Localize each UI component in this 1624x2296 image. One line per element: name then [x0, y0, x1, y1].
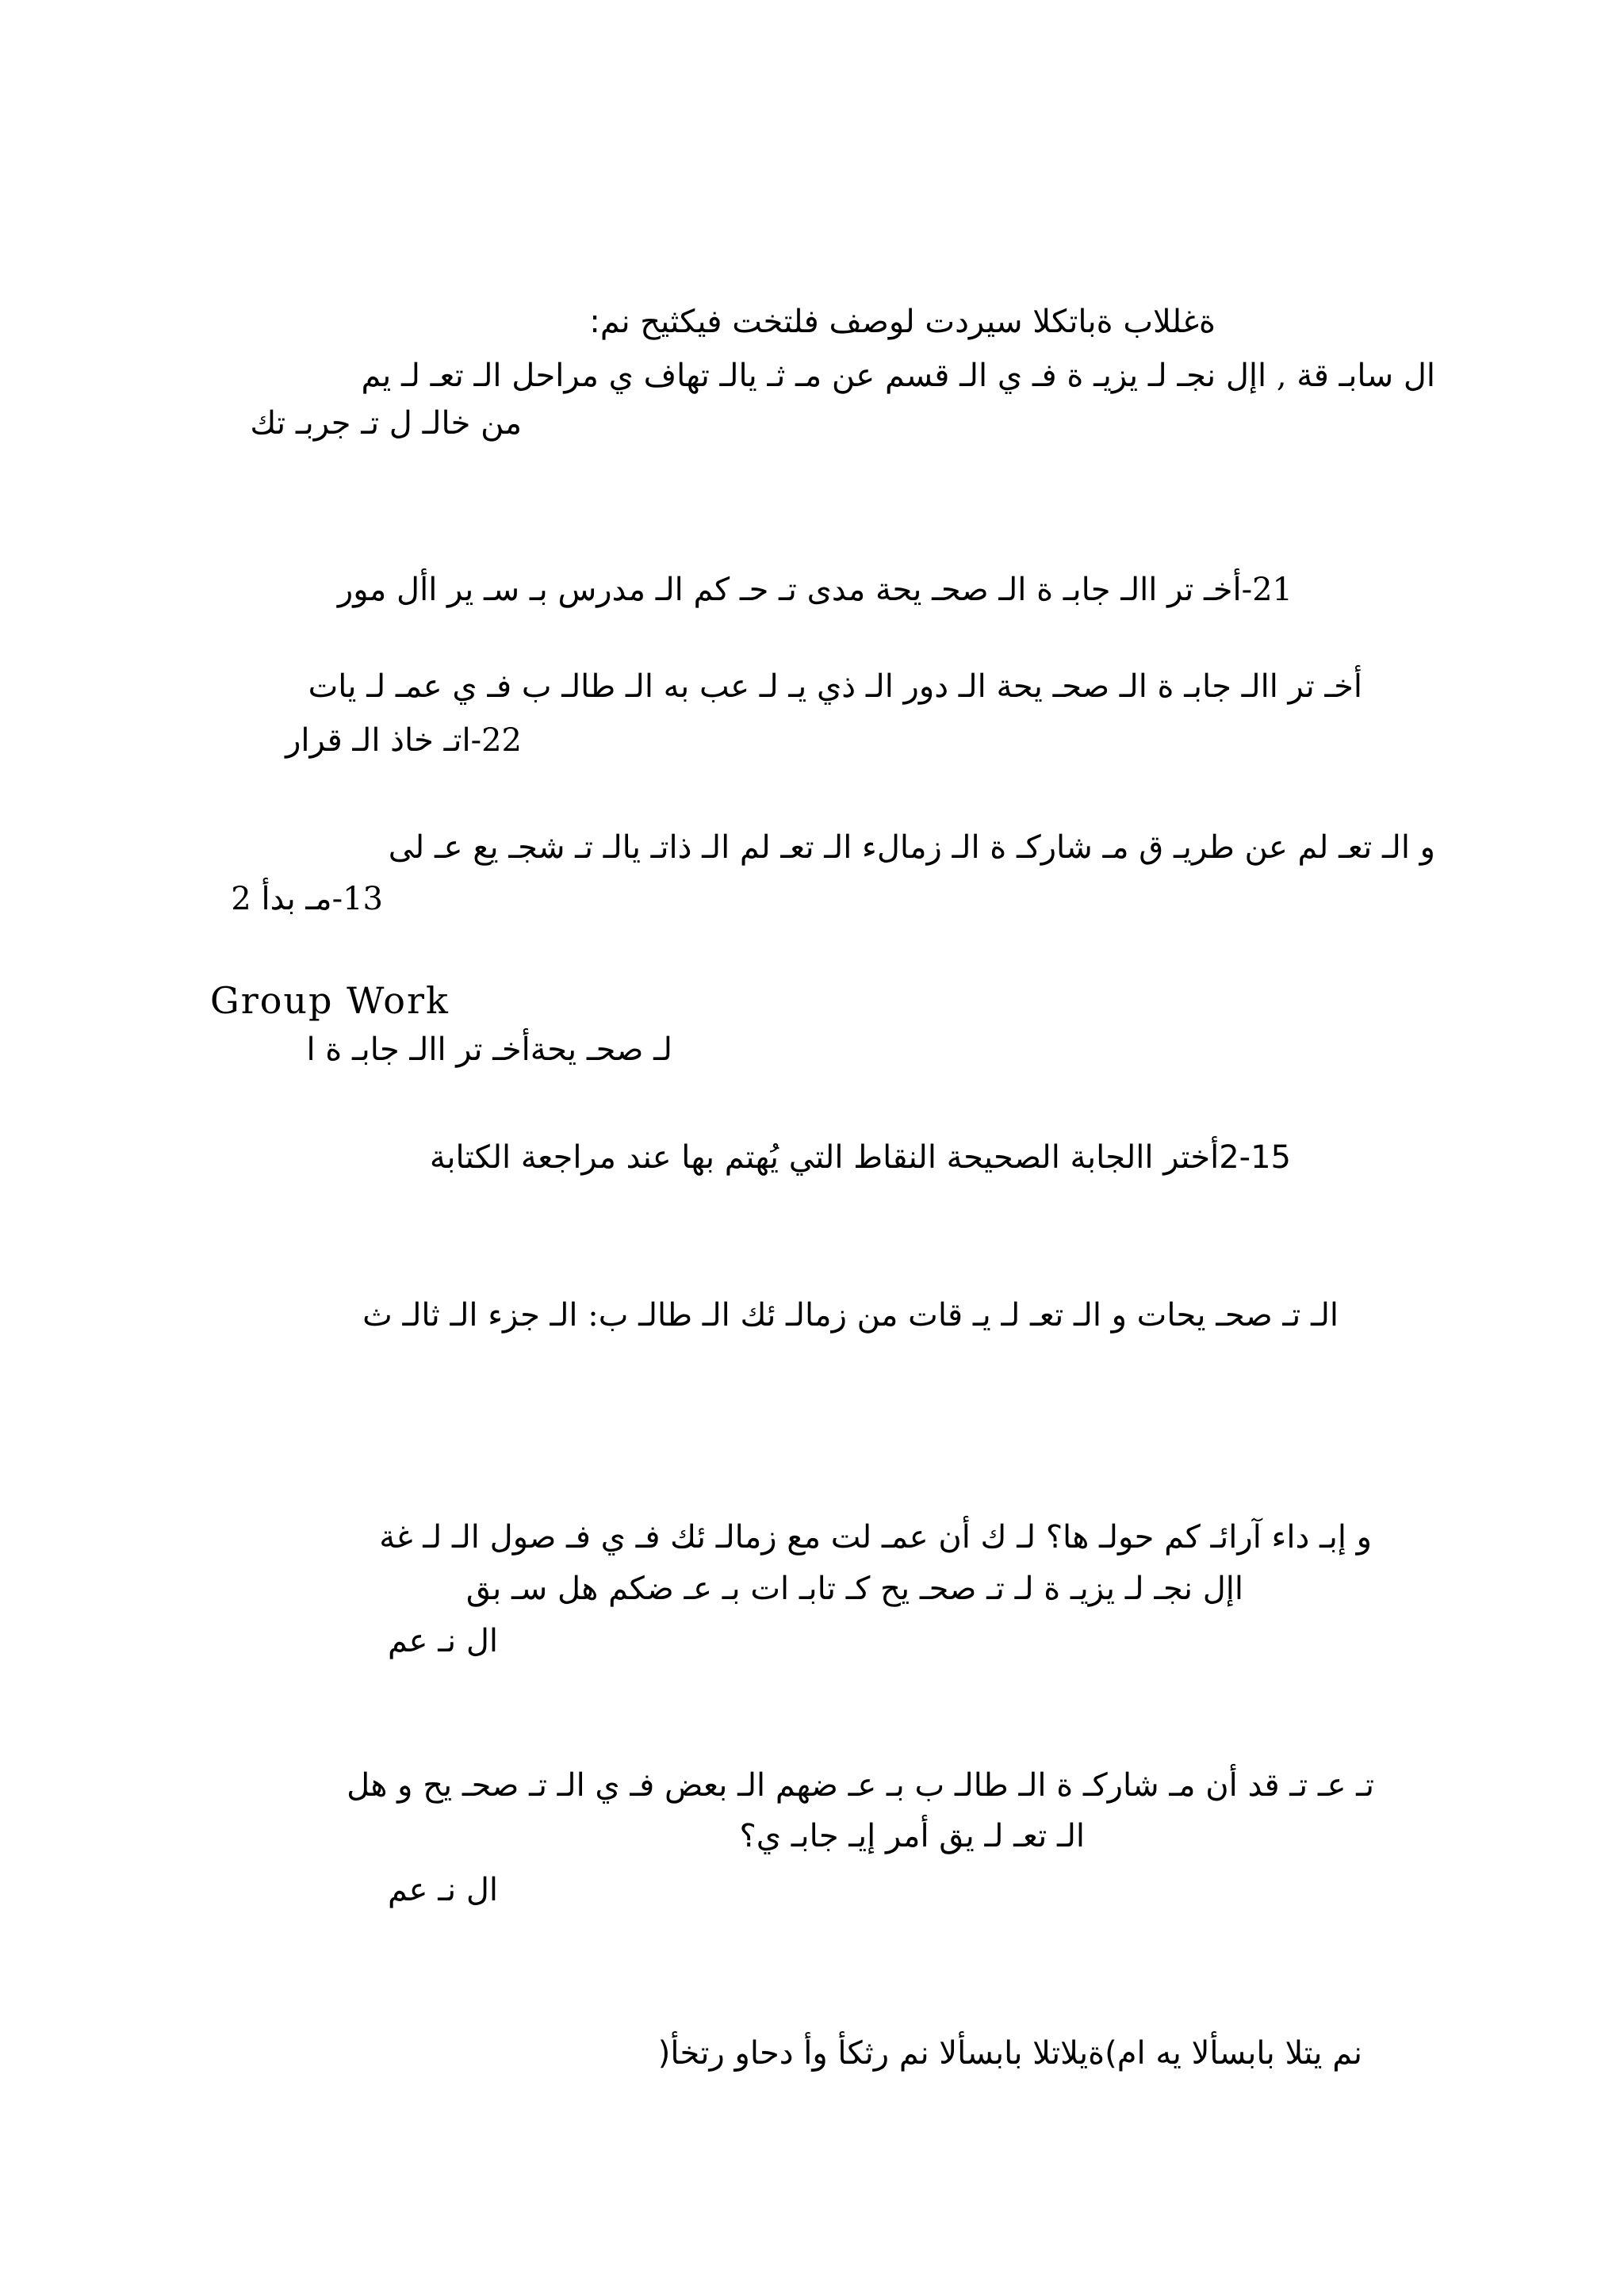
belief-question-line-2: الـ تعـ لـ يق أمر إيـ جابـ ي؟	[739, 1818, 1085, 1854]
group-work-question: لـ صحـ يحةأخـ تر االـ جابـ ة ا	[306, 1031, 672, 1068]
question-15: 2-15أختر االجابة الصحيحة النقاط التي يُهتم بها عند مراجعة الكتابة	[429, 1139, 1291, 1176]
belief-question-line-1: تـ عـ تـ قد أن مـ شاركـ ة الـ طالـ ب بـ عـ ضهم الـ بعض فـ ي الـ تـ صحـ يح و هل	[347, 1767, 1374, 1804]
sharing-question-line-1: و إبـ داء آرائـ كم حولـ ها؟ لـ ك أن عمـ لت مع زمالـ ئك فـ ي فـ صول الـ لـ غة	[379, 1519, 1372, 1556]
group-work-label: Group Work	[210, 979, 450, 1022]
intro-question-line-3: من خالـ ل تـ جربـ تك	[250, 405, 522, 442]
question-22-line-2: 22-اتـ خاذ الـ قرار	[285, 722, 522, 759]
question-13-line-1: و الـ تعـ لم عن طريـ ق مـ شاركـ ة الـ زمالء الـ تعـ لم الـ ذاتـ يالـ تـ شجـ يع عـ لى	[388, 829, 1435, 866]
belief-answer-options: ال نـ عم	[388, 1872, 498, 1908]
reasons-question: نم يتلا بابسألا يه ام)ةيلاتلا بابسألا نم رثكأ وأ دحاو رتخأ(	[657, 2035, 1362, 2072]
question-21: 21-أخـ تر االـ جابـ ة الـ صحـ يحة مدى تـ حـ كم الـ مدرس بـ سـ ير األ مور	[337, 572, 1293, 608]
intro-question-line-2: ال سابـ قة , اإل نجـ لـ يزيـ ة فـ ي الـ قسم عن مـ ثـ يالـ تهاف ي مراحل الـ تعـ لـ يم	[361, 358, 1435, 394]
question-22-line-1: أخـ تر االـ جابـ ة الـ صحـ يحة الـ دور الـ ذي يـ لـ عب به الـ طالـ ب فـ ي عمـ لـ يات	[308, 668, 1362, 705]
sharing-question-line-2: اإل نجـ لـ يزيـ ة لـ تـ صحـ يح كـ تابـ ات بـ عـ ضكم هل سـ بق	[465, 1571, 1243, 1607]
sharing-answer-options: ال نـ عم	[388, 1623, 498, 1659]
intro-question-line-1: ةغللاب ةباتكلا سيردت لوصف فلتخت فيكثيح نم:	[589, 304, 1216, 340]
question-13-line-2: 13-مـ بدأ 2	[231, 881, 383, 917]
part-three-heading: الـ تـ صحـ يحات و الـ تعـ لـ يـ قات من زمالـ ئك الـ طالـ ب: الـ جزء الـ ثالـ ث	[362, 1297, 1339, 1334]
